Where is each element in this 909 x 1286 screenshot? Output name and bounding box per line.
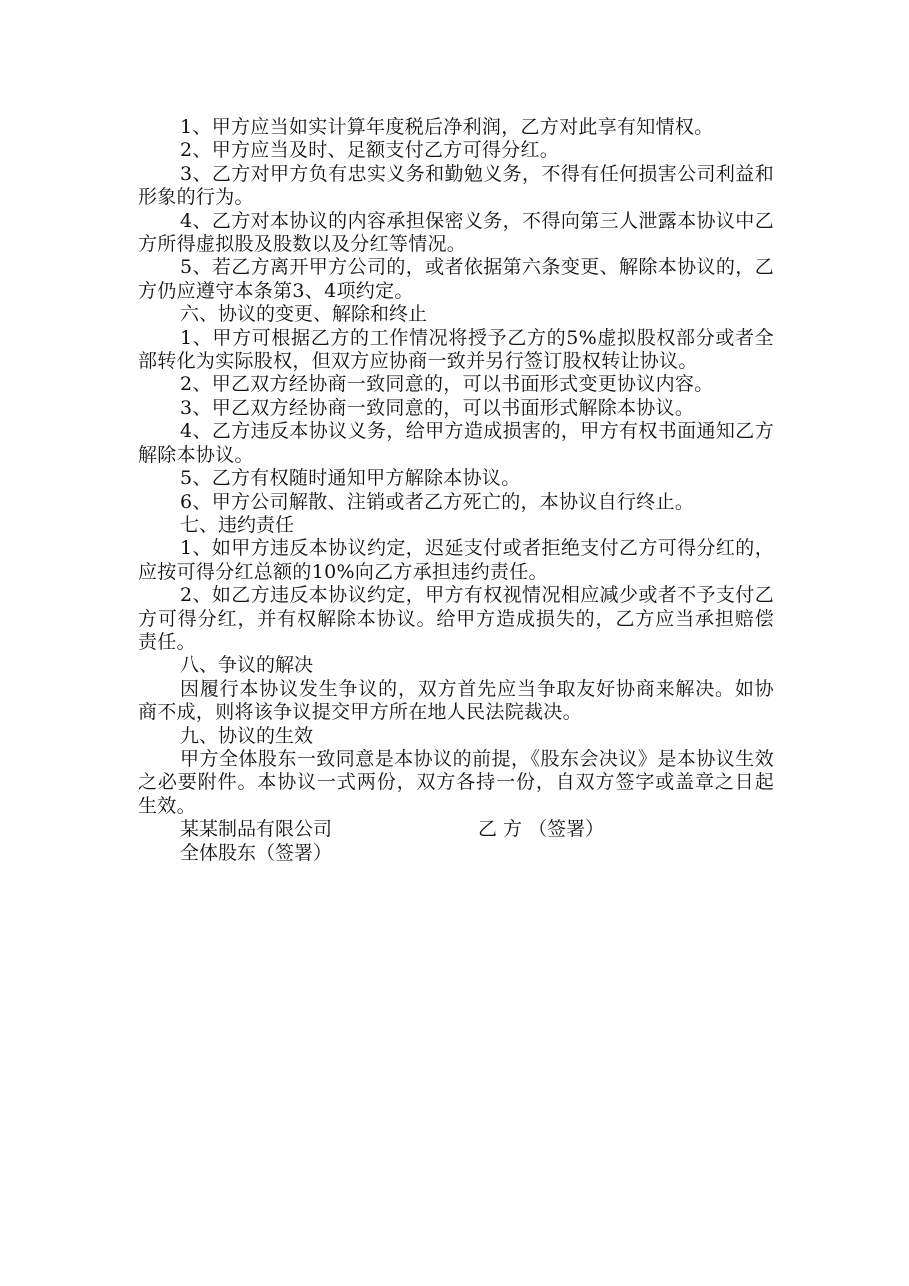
clause-6-4: 4、乙方违反本协议义务，给甲方造成损害的，甲方有权书面通知乙方解除本协议。 — [138, 420, 774, 466]
signature-row — [138, 818, 774, 841]
clause-6-2: 2、甲乙双方经协商一致同意的，可以书面形式变更协议内容。 — [180, 373, 714, 396]
section-9-text: 甲方全体股东一致同意是本协议的前提，《股东会决议》是本协议生效之必要附件。本协议一式两份，双方各持一份，自双方签字或盖章之日起生效。 — [138, 747, 774, 817]
clause-6-6: 6、甲方公司解散、注销或者乙方死亡的，本协议自行终止。 — [180, 490, 695, 513]
section-9-heading: 九、协议的生效 — [180, 724, 314, 747]
clause-5-5: 5、若乙方离开甲方公司的，或者依据第六条变更、解除本协议的，乙方仍应遵守本条第3、4项约定。 — [138, 256, 774, 302]
clause-5-3: 3、乙方对甲方负有忠实义务和勤勉义务，不得有任何损害公司利益和形象的行为。 — [138, 162, 774, 209]
clause-5-4: 4、乙方对本协议的内容承担保密义务，不得向第三人泄露本协议中乙方所得虚拟股及股数以及分红等情况。 — [138, 209, 774, 256]
section-8-heading: 八、争议的解决 — [180, 654, 314, 677]
section-6-heading: 六、协议的变更、解除和终止 — [180, 303, 428, 326]
clause-5-2: 2、甲方应当及时、足额支付乙方可得分红。 — [180, 139, 560, 162]
document-body — [138, 116, 774, 865]
clause-6-1: 1、甲方可根据乙方的工作情况将授予乙方的5%虚拟股权部分或者全部转化为实际股权，但双方应协商一致并另行签订股权转让协议。 — [138, 326, 774, 373]
section-7-heading: 七、违约责任 — [180, 513, 295, 536]
section-8-text: 因履行本协议发生争议的，双方首先应当争取友好协商来解决。如协商不成，则将该争议提交甲方所在地人民法院裁决。 — [138, 677, 774, 724]
clause-5-1: 1、甲方应当如实计算年度税后净利润，乙方对此享有知情权。 — [180, 116, 714, 138]
shareholders-signature: 全体股东（签署） — [180, 841, 333, 864]
party-b-signature: 乙 方 （签署） — [478, 818, 605, 841]
clause-6-3: 3、甲乙双方经协商一致同意的，可以书面形式解除本协议。 — [180, 396, 695, 419]
clause-7-2: 2、如乙方违反本协议约定，甲方有权视情况相应减少或者不予支付乙方可得分红，并有权解除本协议。给甲方造成损失的，乙方应当承担赔偿责任。 — [138, 584, 774, 653]
clause-6-5: 5、乙方有权随时通知甲方解除本协议。 — [180, 467, 521, 490]
clause-7-1: 1、如甲方违反本协议约定，迟延支付或者拒绝支付乙方可得分红的，应按可得分红总额的10%向乙方承担违约责任。 — [138, 537, 774, 583]
party-a-name: 某某制品有限公司 — [180, 818, 333, 841]
